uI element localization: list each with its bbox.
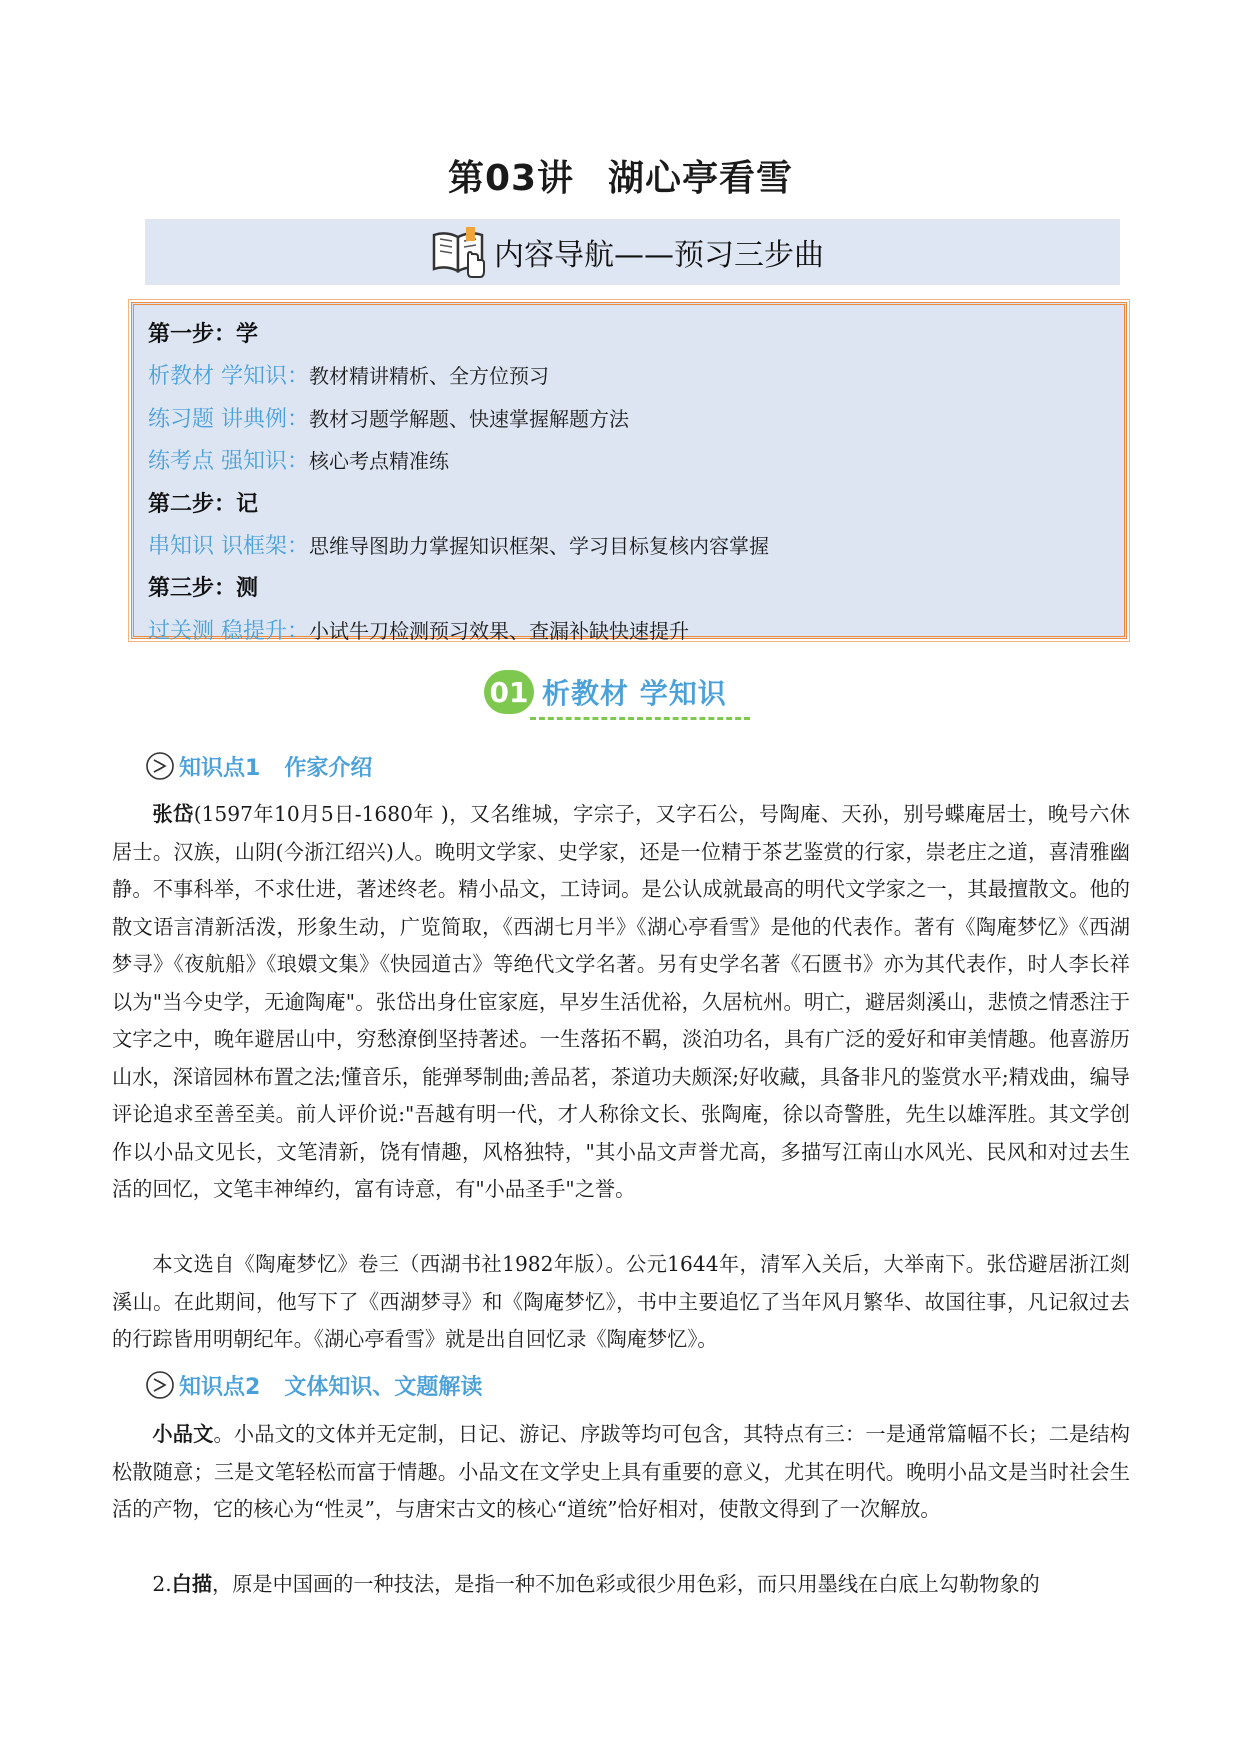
knowledge-point-heading: 知识点1 作家介绍 [145,746,372,786]
three-steps-panel [131,302,1127,644]
arrow-circle-icon [145,1370,175,1400]
author-intro-paragraph: 张岱(1597年10月5日-1680年 )，又名维城，字宗子，又字石公，号陶庵、天孙，别号蝶庵居士，晚号六休居士。汉族，山阴(今浙江绍兴)人。晚明文学家、史学家，还是一位精于茶艺鉴赏的行家，崇老庄之道，喜清雅幽静。不事科举，不求仕进，著述终老。精小品文，工诗词。是公认成就最高的明代文学家之一，其最擅散文。他的散文语言清新活泼，形象生动，广览简取，《西湖七月半》《湖心亭看雪》是他的代表作。著有《陶庵梦忆》《西湖梦寻》《夜航船》《琅嬛文集》《快园道古》等绝代文学名著。另有史学名著《石匮书》亦为其代表作，时人李长祥以为"当今史学，无逾陶庵"。张岱出身仕宦家庭，早岁生活优裕，久居杭州。明亡，避居剡溪山，悲愤之情悉注于文字之中，晚年避居山中，穷愁潦倒坚持著述。一生落拓不羁，淡泊功名，具有广泛的爱好和审美情趣。他喜游历山水，深谙园林布置之法;懂音乐，能弹琴制曲;善品茗，茶道功夫颇深;好收藏，具备非凡的鉴赏水平;精戏曲，编导评论追求至善至美。前人评价说:"吾越有明一代，才人称徐文长、张陶庵，徐以奇警胜，先生以雄浑胜。其文学创作以小品文见长，文笔清新，饶有情趣，风格独特，"其小品文声誉尤高，多描写江南山水风光、民风和对过去生活的回忆，文笔丰神绰约，富有诗意，有"小品圣手"之誉。 [112,802,1130,1201]
step-heading: 第一步：学 [148,322,259,347]
baimiao-term: 白描 [171,1572,213,1596]
step-heading: 第二步：记 [148,491,259,517]
baimiao-paragraph: 2.白描，原是中国画的一种技法，是指一种不加色彩或很少用色彩，而只用墨线在白底上勾勒物象的 [152,1572,1040,1596]
genre-term: 小品文 [152,1422,214,1446]
step-item: 串知识 识框架：思维导图助力掌握知识框架、学习目标复核内容掌握 [148,533,769,559]
arrow-circle-icon [145,751,175,781]
book-pointer-icon [430,225,488,279]
content-navigation-banner [145,219,1120,285]
step-item: 练考点 强知识：核心考点精准练 [148,449,449,475]
knowledge-point-heading: 知识点2 文体知识、文题解读 [145,1365,482,1405]
section-header [484,668,727,716]
step-item: 练习题 讲典例：教材习题学解题、快速掌握解题方法 [148,406,629,432]
lesson-name: 湖心亭看雪 [608,158,794,199]
step-heading: 第三步：测 [148,576,259,602]
source-paragraph: 本文选自《陶庵梦忆》卷三（西湖书社1982年版）。公元1644年，清军入关后，大举南下。张岱避居浙江剡溪山。在此期间，他写下了《西湖梦寻》和《陶庵梦忆》，书中主要追忆了当年风月繁华、故国往事，凡记叙过去的行踪皆用明朝纪年。《湖心亭看雪》就是出自回忆录《陶庵梦忆》。 [112,1252,1130,1351]
section-number-badge: 01 [484,670,534,714]
genre-paragraph: 小品文。小品文的文体并无定制，日记、游记、序跋等均可包含，其特点有三：一是通常篇幅不长；二是结构松散随意；三是文笔轻松而富于情趣。小品文在文学史上具有重要的意义，尤其在明代。晚明小品文是当时社会生活的产物，它的核心为“性灵”，与唐宋古文的核心“道统”恰好相对，使散文得到了一次解放。 [112,1422,1130,1521]
page-title [0,150,1241,201]
nav-title: 内容导航——预习三步曲 [494,238,824,273]
step-item: 过关测 稳提升：小试牛刀检测预习效果、查漏补缺快速提升 [148,618,689,644]
section-title: 析教材 学知识 [542,677,727,710]
section-underline [530,717,750,720]
author-name: 张岱 [152,802,194,826]
lecture-number: 第03讲 [447,158,575,199]
step-item: 析教材 学知识：教材精讲精析、全方位预习 [148,364,549,390]
